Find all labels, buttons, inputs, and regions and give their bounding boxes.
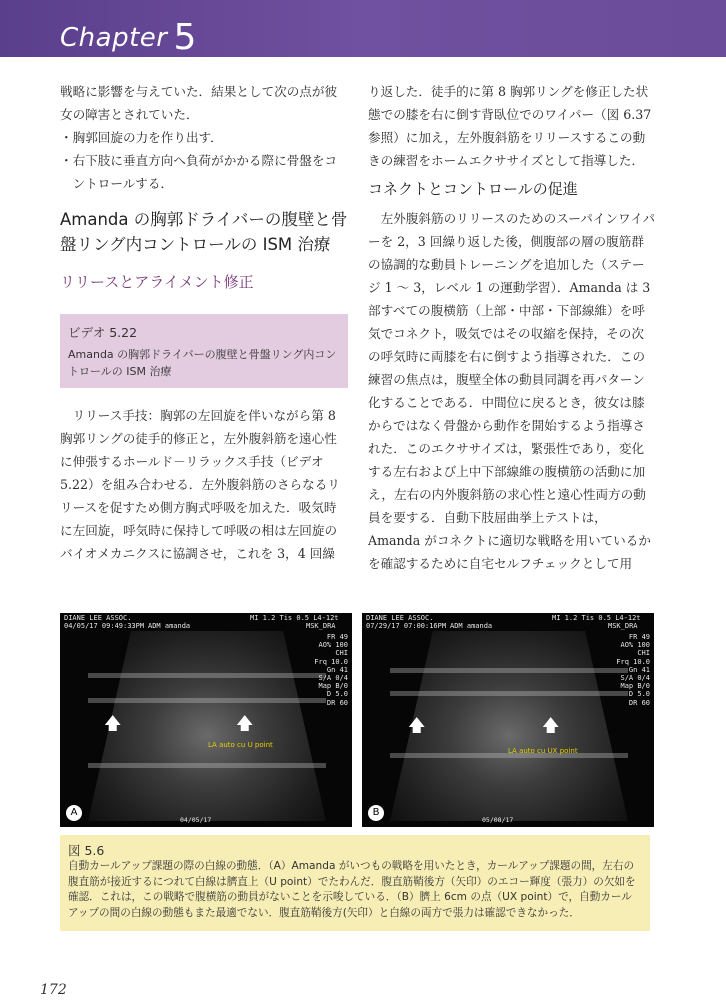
figure-caption — [60, 835, 650, 931]
point-label: LA auto cu U point — [208, 741, 273, 749]
arrow-icon: 🡅 — [542, 716, 560, 736]
arrow-icon: 🡅 — [408, 716, 426, 736]
setting-value: FR 49 — [628, 633, 650, 641]
settings-readout — [314, 633, 348, 707]
bullet-item: ・胸郭回旋の力を作り出す． — [60, 130, 223, 145]
setting-value: DR 60 — [628, 698, 650, 707]
ultrasound-image-b — [362, 613, 654, 827]
paragraph: 戦略に影響を与えていた．結果として次の点が彼女の障害とされていた． — [60, 84, 338, 122]
panel-letter: A — [66, 805, 82, 821]
subsection-heading: リリースとアライメント修正 — [60, 273, 254, 291]
preset-label: MSK_DRA — [608, 622, 638, 630]
setting-value: Map B/0 — [318, 682, 348, 691]
ultrasound-header — [64, 614, 144, 630]
right-column — [368, 80, 656, 575]
ultrasound-header — [366, 614, 446, 630]
paragraph: 左外腹斜筋のリリースのためのスーパインワイパーを 2，3 回繰り返した後，側腹部の層の腹筋群の協調的な動員トレーニングを追加した（ステージ 1 ～ 3，レベル 1 の運動学習）．Amanda は 3 部すべての腹横筋（上部・中部・下部線維）を呼気でコネクト，吸気ではその収縮を保持，その次の呼気時に両膝を右に倒すよう指導された．この練習の焦点は，腹壁全体の動員同調を再パターン化することである．中間位に戻るとき，彼女は膝からではなく骨盤から動作を開始するよう指導された．このエクササイズは，緊張性であり，変化する左右および上中下部線維の腹横筋の活動に加え，左右の内外腹斜筋の求心性と遠心性両方の動員を要する．自動下肢屈曲挙上テストは，Amanda がコネクトに適切な戦略を用いているかを確認するために自宅セルフチェックとして用 — [368, 211, 656, 571]
panel-letter: B — [368, 805, 384, 821]
settings-readout — [616, 633, 650, 707]
setting-value: Gn 41 — [326, 665, 348, 674]
arrow-icon: 🡅 — [236, 714, 254, 734]
echo-band — [390, 691, 628, 696]
setting-value: FR 49 — [326, 633, 348, 641]
setting-value: Frq 10.0 — [314, 657, 348, 666]
page-number: 172 — [40, 982, 67, 998]
bullet-item: ・右下肢に垂直方向へ負荷がかかる際に骨盤をコントロールする． — [60, 153, 338, 191]
point-label: LA auto cu UX point — [508, 747, 578, 755]
chapter-title — [60, 14, 197, 58]
echo-band — [88, 698, 326, 703]
setting-value: Map B/0 — [620, 682, 650, 691]
echo-band — [390, 668, 628, 673]
ultrasound-image-a — [60, 613, 352, 827]
arrow-icon: 🡅 — [104, 714, 122, 734]
scan-datetime: 04/05/17 09:49:33PM — [64, 622, 145, 630]
video-title: ビデオ 5.22 — [68, 325, 138, 340]
clinic-name: DIANE LEE ASSOC. — [366, 614, 434, 622]
patient-label: ADM amanda — [450, 622, 493, 630]
mi-readout: MI 1.2 Tis 0.5 L4-12t — [250, 614, 339, 622]
scan-datetime: 07/29/17 07:00:16PM — [366, 622, 447, 630]
setting-value: S/A 0/4 — [318, 674, 348, 683]
mi-readout: MI 1.2 Tis 0.5 L4-12t — [552, 614, 641, 622]
patient-label: ADM amanda — [148, 622, 191, 630]
clinic-name: DIANE LEE ASSOC. — [64, 614, 132, 622]
setting-value: S/A 0/4 — [620, 674, 650, 683]
preset-label: MSK_DRA — [306, 622, 336, 630]
setting-value: Gn 41 — [628, 665, 650, 674]
section-heading: Amanda の胸郭ドライバーの腹壁と骨盤リング内コントロールの ISM 治療 — [60, 210, 348, 254]
setting-value: DR 60 — [326, 698, 348, 707]
video-box — [60, 314, 348, 388]
setting-value: AO% 100 — [318, 641, 348, 650]
setting-value: Frq 10.0 — [616, 657, 650, 666]
image-date: 04/05/17 — [180, 816, 212, 824]
ultrasound-fan — [88, 631, 326, 821]
video-description: Amanda の胸郭ドライバーの腹壁と骨盤リング内コントロールの ISM 治療 — [68, 348, 337, 378]
setting-value: CHI — [637, 649, 650, 658]
figure-caption-title: 図 5.6 — [68, 843, 105, 858]
chapter-header — [0, 0, 726, 57]
setting-value: D 5.0 — [326, 690, 348, 699]
figure-caption-body: 自動カールアップ課題の際の白線の動態．（A）Amanda がいつもの戦略を用いたとき，カールアップ課題の間，左右の腹直筋が接近するにつれて白線は臍直上（U point）でたわんだ．腹直筋鞘後方（矢印）のエコー輝度（張力）の欠如を確認．これは，この戦略で腹横筋の動員がないことを示唆している．（B）臍上 6cm の点（UX point）で，自動カールアップの間の白線の動態もまた最適でない．腹直筋鞘後方(矢印）と白線の両方で張力は確認できなかった． — [68, 860, 636, 919]
setting-value: CHI — [335, 649, 348, 658]
paragraph: り返した．徒手的に第 8 胸郭リングを修正した状態での膝を右に倒す背臥位でのワイパー（図 6.37 参照）に加え，左外腹斜筋をリリースするこの動きの練習をホームエクササイズとして指導した． — [368, 84, 652, 168]
subsection-heading: コネクトとコントロールの促進 — [368, 180, 578, 198]
image-date: 05/08/17 — [482, 816, 514, 824]
ultrasound-fan — [390, 631, 628, 821]
chapter-label: Chapter — [60, 23, 168, 53]
echo-band — [88, 673, 326, 678]
echo-band — [88, 763, 326, 768]
chapter-number: 5 — [173, 17, 197, 58]
paragraph: リリース手技：胸郭の左回旋を伴いながら第 8 胸郭リングの徒手的修正と，左外腹斜筋を遠心性に伸張するホールド－リラックス手技（ビデオ 5.22）を組み合わせる．左外腹斜筋のさらなるリリースを促すため側方胸式呼吸を加えた．吸気時に左回旋，呼気時に保持して呼吸の相は左回旋のバイオメカニクスに協調させ，これを 3，4 回繰 — [60, 408, 340, 561]
left-column — [60, 80, 348, 565]
setting-value: AO% 100 — [620, 641, 650, 650]
setting-value: D 5.0 — [628, 690, 650, 699]
